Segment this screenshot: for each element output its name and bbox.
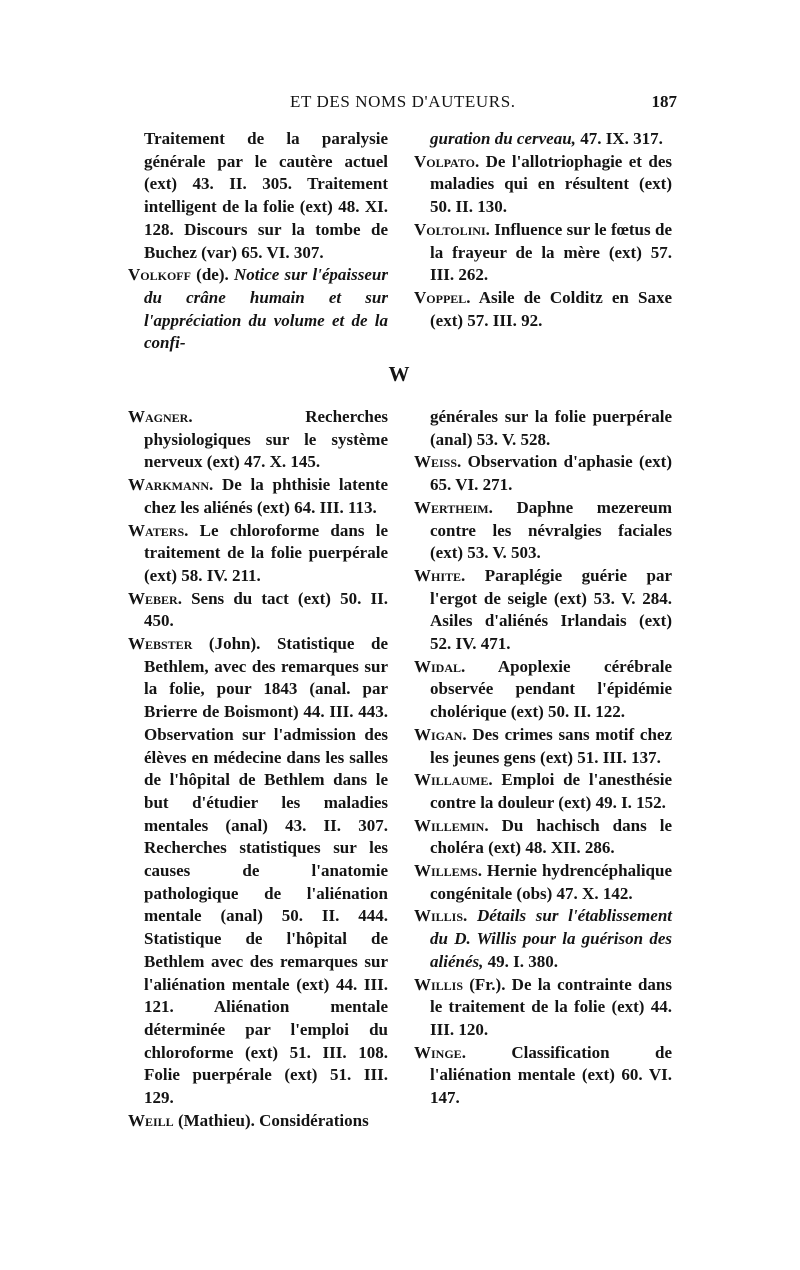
- entry-text: . Des crimes sans motif chez les jeunes gens (ext) 51. III. 137.: [430, 724, 672, 767]
- entry-author: Willaume: [414, 770, 489, 790]
- section-letter: W: [388, 362, 410, 386]
- entry-text: . Hernie hydrencéphalique congénitale (obs) 47. X. 142.: [430, 861, 672, 903]
- entry-author: Willis: [414, 906, 464, 926]
- entry-author: Willemin: [414, 815, 485, 835]
- index-entry: [414, 815, 672, 860]
- entry-author: Weber: [128, 588, 178, 608]
- index-entry: [128, 474, 388, 519]
- entry-text: (de).: [190, 265, 234, 285]
- entry-text: (Mathieu). Considérations: [173, 1110, 369, 1130]
- index-entry: [414, 724, 672, 769]
- continued-entry: générales sur la folie puerpérale (anal) 53. V. 528.: [430, 407, 672, 449]
- index-entry: [414, 905, 672, 973]
- entry-text: . Le chloroforme dans le traitement de la folie puerpérale (ext) 58. IV. 211.: [144, 520, 388, 585]
- entry-text: (John). Statistique de Bethlem, avec des remarques sur la folie, pour 1843 (anal. par Brierre de Boismont) 44. III. 443. Observation sur l'admission des élèves en médecine dans les salles de l'hôpital de Bethlem dans le but d'étudier les maladies mentales (anal) 43. II. 307. Recherches statistiques sur les causes de l'anatomie pathologique de l'aliénation mentale (anal) 50. II. 444. Statistique de l'hôpital de Bethlem avec des remarques sur l'aliénation mentale (ext) 44. III. 121. Aliénation mentale déterminée par l'emploi du chloroforme (ext) 51. III. 108. Folie puerpérale (ext) 51. III. 129.: [144, 634, 388, 1108]
- index-entry: [128, 633, 388, 1110]
- page-number: 187: [651, 92, 677, 111]
- running-header: [145, 92, 677, 118]
- entry-author: Willis: [414, 974, 464, 994]
- index-entry: [414, 1042, 672, 1110]
- entry-text: . Recherches physiologiques sur le système nerveux (ext) 47. X. 145.: [144, 407, 388, 472]
- index-entry: [414, 974, 672, 1042]
- column-bottom-right: [414, 406, 672, 1110]
- index-entry: [414, 219, 672, 287]
- entry-author: Wertheim: [414, 497, 489, 517]
- entry-author: Voltolini: [414, 219, 486, 239]
- entry-author: Voppel: [414, 287, 467, 307]
- index-entry: [128, 520, 388, 588]
- entry-text: . Influence sur le fœtus de la frayeur de la mère (ext) 57. III. 262.: [430, 219, 672, 285]
- entry-author: Wigan: [414, 724, 463, 744]
- entry-author: Warkmann: [128, 475, 209, 495]
- index-entry: [414, 497, 672, 565]
- entry-author: Weill: [128, 1110, 174, 1130]
- entry-author: Waters: [128, 520, 185, 540]
- index-entry: [128, 264, 388, 355]
- entry-title: Notice sur l'épaisseur du crâne humain et sur l'appréciation du volume et de la confi-: [144, 265, 388, 353]
- entry-text: . Daphne mezereum contre les névralgies faciales (ext) 53. V. 503.: [430, 497, 672, 563]
- index-entry: [414, 656, 672, 724]
- entry-author: Webster: [128, 634, 193, 654]
- entry-text: . Paraplégie guérie par l'ergot de seigle (ext) 53. V. 284. Asiles d'aliénés Irlandais (ext) 52. IV. 471.: [430, 565, 672, 654]
- entry-text: . Observation d'aphasie (ext) 65. VI. 271.: [430, 452, 672, 495]
- entry-text: . Apoplexie cérébrale observée pendant l'épidémie cholérique (ext) 50. II. 122.: [430, 656, 672, 722]
- running-header-title: ET DES NOMS D'AUTEURS.: [290, 92, 516, 111]
- entry-author: White: [414, 565, 462, 585]
- entry-author: Volpato: [414, 151, 475, 171]
- continued-entry: [414, 128, 672, 151]
- column-top-right: [414, 128, 672, 332]
- entry-text: .: [463, 906, 477, 926]
- entry-text: . Du hachisch dans le choléra (ext) 48. XII. 286.: [430, 815, 672, 858]
- entry-text: 47. IX. 317.: [575, 129, 663, 148]
- index-entry: [414, 769, 672, 814]
- entry-title: Détails sur l'établissement du D. Willis pour la guérison des aliénés,: [430, 906, 673, 971]
- index-entry: [414, 565, 672, 656]
- entry-text: . Classification de l'aliénation mentale (ext) 60. VI. 147.: [430, 1042, 672, 1108]
- index-entry: [414, 287, 672, 332]
- continued-entry: Traitement de la paralysie générale par le cautère actuel (ext) 43. II. 305. Traitement intelligent de la folie (ext) 48. XI. 128. Discours sur la tombe de Buchez (var) 65. VI. 307.: [144, 129, 388, 262]
- index-entry: [414, 860, 672, 905]
- entry-author: Weiss: [414, 452, 458, 472]
- column-top-left: [128, 128, 388, 355]
- entry-author: Volkoff: [128, 265, 191, 285]
- entry-text: . Sens du tact (ext) 50. II. 450.: [144, 588, 388, 631]
- entry-text: . Emploi de l'anesthésie contre la douleur (ext) 49. I. 152.: [430, 770, 672, 812]
- column-bottom-left: [128, 406, 388, 1133]
- entry-author: Wagner: [128, 407, 189, 426]
- entry-text: . De la phthisie latente chez les aliénés (ext) 64. III. 113.: [144, 475, 388, 517]
- index-entry: [128, 1110, 388, 1133]
- entry-text: . De l'allotriophagie et des maladies qui en résultent (ext) 50. II. 130.: [430, 151, 672, 217]
- entry-text: . Asile de Colditz en Saxe (ext) 57. III. 92.: [430, 287, 672, 330]
- entry-author: Willems: [414, 861, 478, 881]
- entry-title: guration du cerveau,: [430, 129, 576, 148]
- entry-text: (Fr.). De la contrainte dans le traitement de la folie (ext) 44. III. 120.: [430, 974, 672, 1039]
- index-entry: [414, 451, 672, 496]
- index-entry: [414, 151, 672, 219]
- index-entry: [128, 588, 388, 633]
- entry-text: 49. I. 380.: [483, 951, 558, 971]
- entry-author: Winge: [414, 1042, 462, 1062]
- entry-author: Widal: [414, 656, 462, 676]
- index-entry: [128, 406, 388, 474]
